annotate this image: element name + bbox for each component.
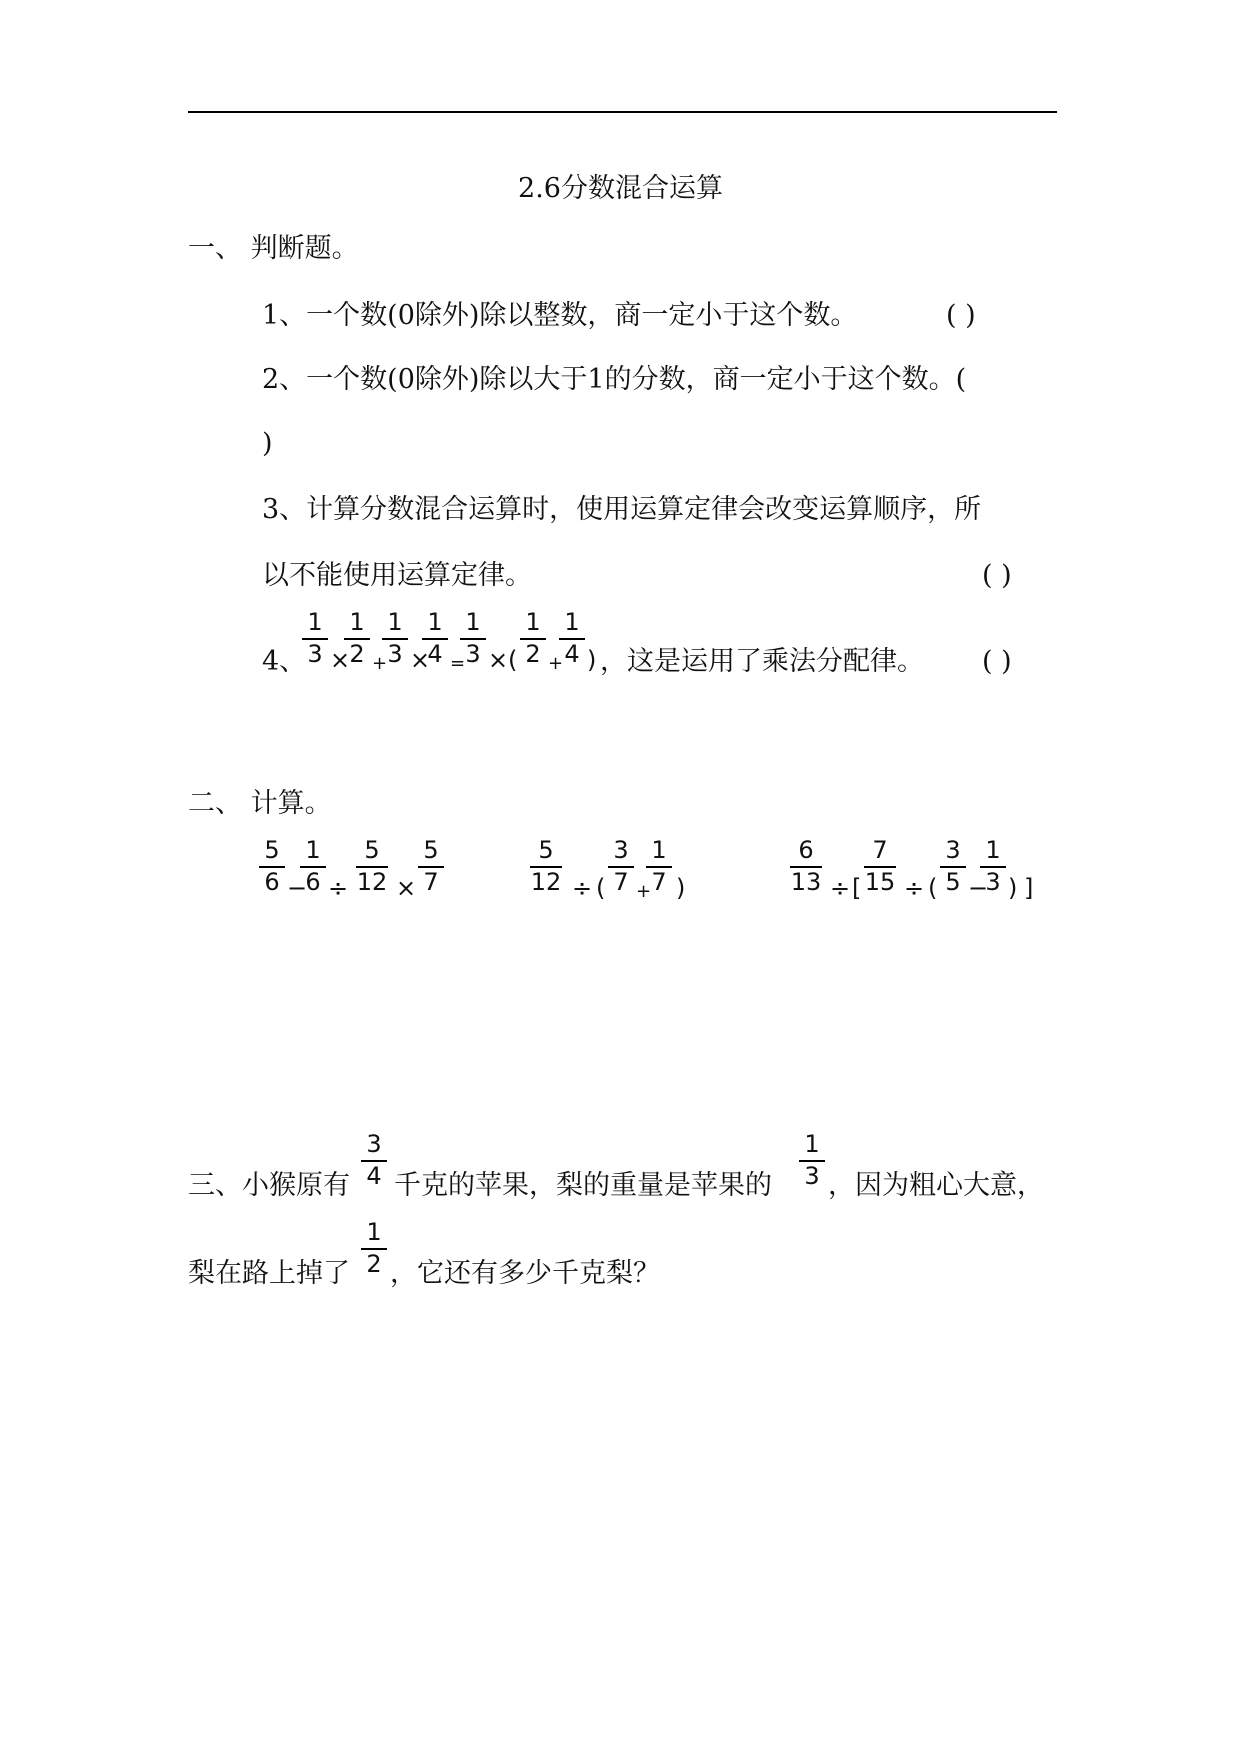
divide-symbol: ÷ bbox=[904, 874, 925, 902]
page-title: 2.6分数混合运算 bbox=[518, 173, 723, 204]
plus-symbol: + bbox=[636, 881, 652, 902]
question-4-prefix: 4、 bbox=[262, 646, 307, 677]
question-1: 1、一个数(0除外)除以整数，商一定小于这个数。 bbox=[262, 300, 858, 331]
minus-symbol: − bbox=[968, 874, 989, 902]
divide-symbol: ÷ bbox=[830, 874, 851, 902]
fraction: 3 5 bbox=[936, 836, 970, 896]
section1-heading: 一、 判断题。 bbox=[188, 233, 359, 264]
fraction: 1 3 bbox=[378, 608, 412, 668]
right-bracket: ] bbox=[1024, 874, 1034, 902]
fraction: 5 6 bbox=[255, 836, 289, 896]
fraction: 1 4 bbox=[555, 608, 589, 668]
fraction: 1 6 bbox=[296, 836, 330, 896]
question-2-line1: 2、一个数(0除外)除以大于1的分数，商一定小于这个数。( bbox=[262, 364, 967, 395]
question-1-answer-paren: ( ) bbox=[946, 300, 976, 331]
times-symbol: × bbox=[396, 874, 417, 902]
section3-line1-mid: 千克的苹果，梨的重量是苹果的 bbox=[394, 1170, 772, 1201]
plus-symbol: + bbox=[548, 653, 564, 674]
fraction: 1 2 bbox=[340, 608, 374, 668]
times-symbol: × bbox=[488, 646, 509, 674]
fraction: 1 3 bbox=[976, 836, 1010, 896]
equals-symbol: = bbox=[450, 653, 466, 674]
times-symbol: × bbox=[330, 646, 351, 674]
minus-symbol: − bbox=[287, 874, 308, 902]
divide-symbol: ÷ bbox=[572, 874, 593, 902]
section2-heading: 二、 计算。 bbox=[188, 788, 332, 819]
fraction: 5 12 bbox=[356, 836, 388, 896]
fraction: 5 12 bbox=[530, 836, 562, 896]
fraction: 3 7 bbox=[604, 836, 638, 896]
fraction: 1 3 bbox=[456, 608, 490, 668]
fraction: 1 4 bbox=[418, 608, 452, 668]
question-3-answer-paren: ( ) bbox=[982, 560, 1012, 591]
fraction: 1 2 bbox=[516, 608, 550, 668]
section3-line2-end: ，它还有多少千克梨？ bbox=[390, 1258, 660, 1289]
left-bracket: [ bbox=[852, 874, 862, 902]
question-2-line2: ) bbox=[262, 428, 273, 459]
fraction: 5 7 bbox=[414, 836, 448, 896]
fraction: 1 3 bbox=[795, 1130, 829, 1190]
header-rule bbox=[188, 111, 1057, 113]
plus-symbol: + bbox=[372, 653, 388, 674]
section3-line1-end: ，因为粗心大意， bbox=[828, 1170, 1044, 1201]
question-4-suffix: ，这是运用了乘法分配律。 bbox=[600, 646, 924, 677]
fraction: 1 7 bbox=[642, 836, 676, 896]
right-paren: ) bbox=[676, 874, 686, 902]
question-3-line2: 以不能使用运算定律。 bbox=[262, 560, 532, 591]
fraction: 6 13 bbox=[790, 836, 822, 896]
fraction: 1 2 bbox=[357, 1218, 391, 1278]
times-symbol: × bbox=[410, 646, 431, 674]
fraction: 1 3 bbox=[298, 608, 332, 668]
section3-line1-start: 三、小猴原有 bbox=[188, 1170, 350, 1201]
left-paren: ( bbox=[928, 874, 938, 902]
question-4-answer-paren: ( ) bbox=[982, 646, 1012, 677]
fraction: 3 4 bbox=[357, 1130, 391, 1190]
left-paren: ( bbox=[508, 646, 518, 674]
fraction: 7 15 bbox=[864, 836, 896, 896]
right-paren: ) bbox=[1008, 874, 1018, 902]
section3-line2-start: 梨在路上掉了 bbox=[188, 1258, 350, 1289]
divide-symbol: ÷ bbox=[328, 874, 349, 902]
question-3-line1: 3、计算分数混合运算时，使用运算定律会改变运算顺序，所 bbox=[262, 494, 982, 525]
left-paren: ( bbox=[596, 874, 606, 902]
right-paren: ) bbox=[587, 646, 597, 674]
